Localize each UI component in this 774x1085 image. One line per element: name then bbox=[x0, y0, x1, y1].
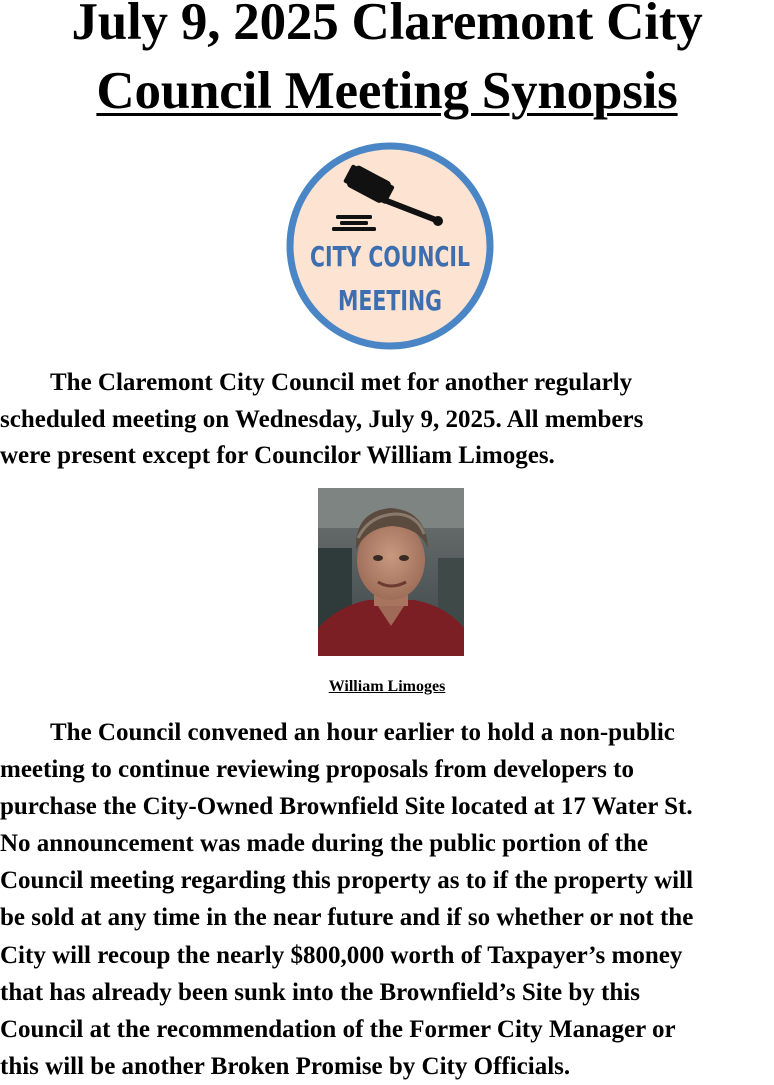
body-paragraph bbox=[0, 714, 693, 1085]
paragraph-line: The Council convened an hour earlier to hold a non-public bbox=[0, 719, 675, 746]
paragraph-line: Council meeting regarding this property as to if the property will bbox=[0, 867, 694, 895]
page-title-line-2: Council Meeting Synopsis bbox=[96, 62, 678, 120]
paragraph-line: The Claremont City Council met for another regularly bbox=[0, 369, 633, 396]
intro-paragraph bbox=[0, 365, 643, 475]
logo-text-line-2: MEETING bbox=[338, 284, 442, 317]
paragraph-line: were present except for Councilor William Limoges. bbox=[0, 442, 555, 470]
photo-caption: William Limoges bbox=[328, 678, 446, 695]
logo-text-line-1: CITY COUNCIL bbox=[310, 240, 471, 273]
paragraph-line: this will be another Broken Promise by City Officials. bbox=[0, 1052, 571, 1080]
paragraph-line: be sold at any time in the near future and if so whether or not the bbox=[0, 904, 694, 932]
page-title-line-1: July 9, 2025 Claremont City bbox=[71, 0, 703, 51]
paragraph-line: City will recoup the nearly $800,000 worth of Taxpayer’s money bbox=[0, 941, 683, 969]
paragraph-line: meeting to continue reviewing proposals from developers to bbox=[0, 756, 634, 784]
paragraph-line: scheduled meeting on Wednesday, July 9, 2025. All members bbox=[0, 405, 644, 433]
paragraph-line: Council at the recommendation of the Former City Manager or bbox=[0, 1015, 676, 1043]
paragraph-line: purchase the City-Owned Brownfield Site located at 17 Water St. bbox=[0, 793, 693, 821]
william-limoges-photo bbox=[318, 488, 464, 656]
paragraph-line: that has already been sunk into the Brownfield’s Site by this bbox=[0, 978, 640, 1006]
paragraph-line: No announcement was made during the public portion of the bbox=[0, 830, 648, 858]
city-council-meeting-logo bbox=[286, 142, 494, 350]
